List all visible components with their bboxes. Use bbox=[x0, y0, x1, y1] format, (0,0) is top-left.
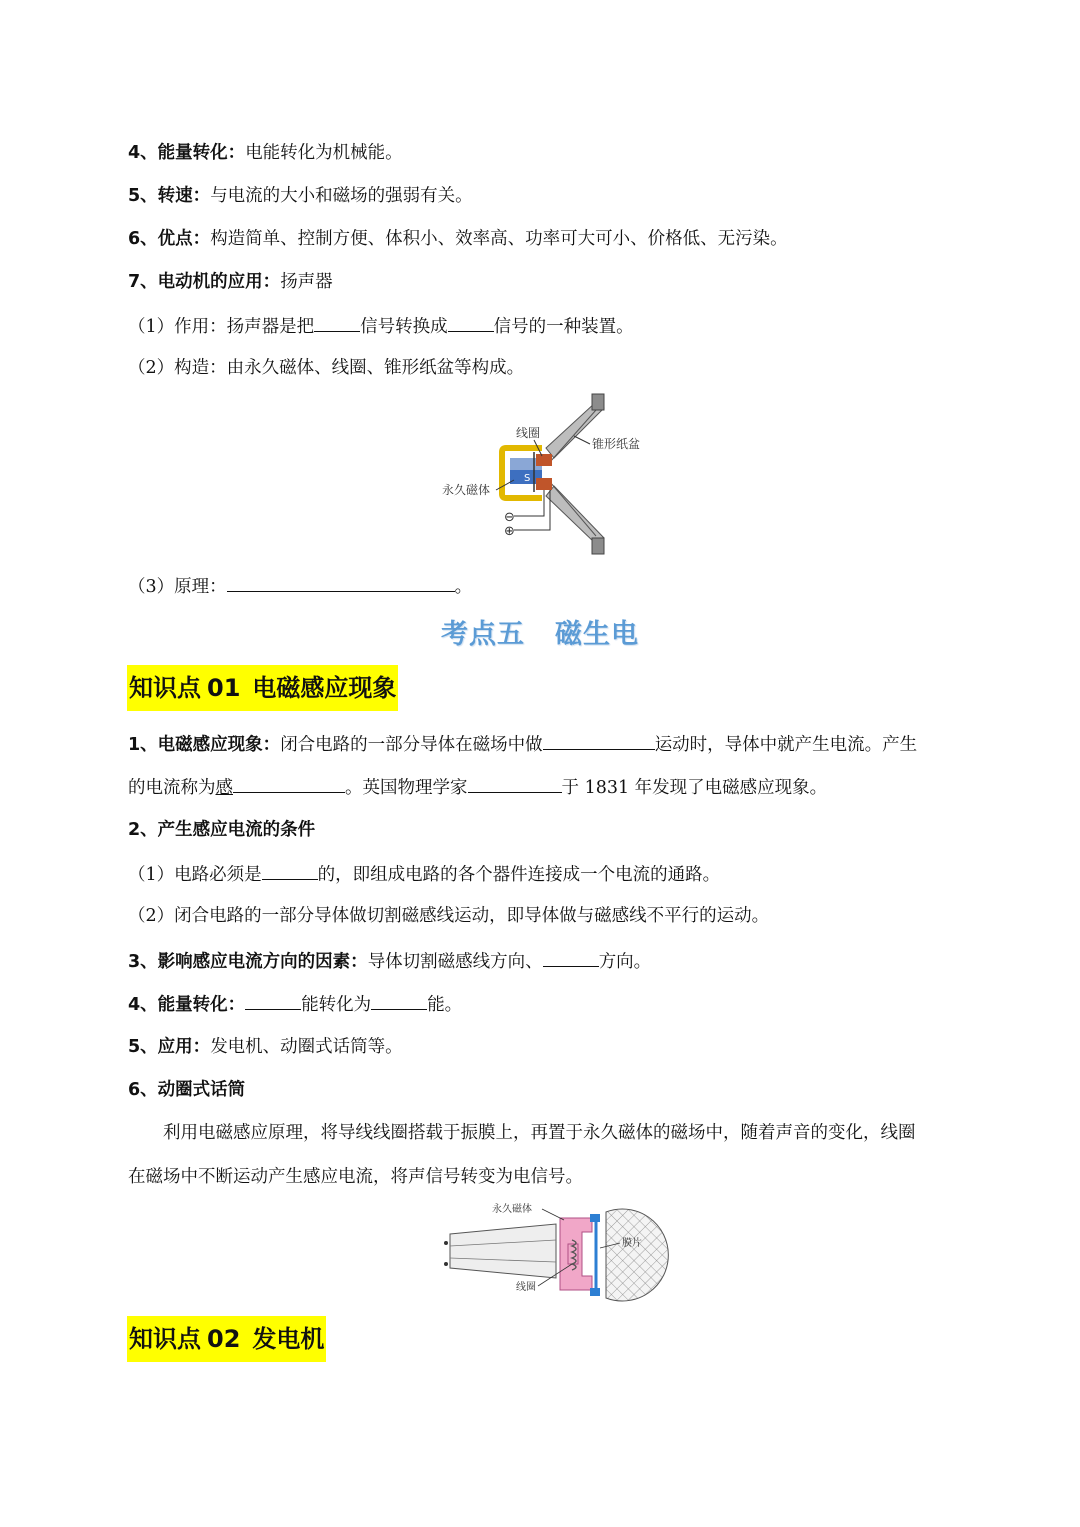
mic-membrane-label: 膜片 bbox=[622, 1238, 642, 1249]
induction-item-4 bbox=[128, 991, 462, 1017]
text-segment: 在磁场中不断运动产生感应电流，将声信号转变为电信号。 bbox=[128, 1167, 583, 1187]
text-segment: （1）作用：扬声器是把 bbox=[128, 317, 315, 337]
text-segment: 的电流称为 bbox=[128, 778, 216, 798]
text-segment: 于 1831 年发现了电磁感应现象。 bbox=[561, 778, 828, 798]
diaphragm-mount bbox=[590, 1288, 600, 1296]
text-segment: 。 bbox=[454, 577, 473, 597]
cone-rim-top bbox=[592, 394, 604, 410]
item-label: 4、能量转化： bbox=[128, 995, 246, 1015]
fill-blank bbox=[227, 573, 455, 592]
microphone-diagram bbox=[436, 1198, 676, 1303]
text-segment: 导体切割磁感线方向、 bbox=[367, 952, 543, 972]
fill-blank bbox=[468, 774, 562, 793]
coil-label: 线圈 bbox=[516, 426, 541, 440]
coil bbox=[536, 478, 552, 490]
induction-item-2-sub-1 bbox=[128, 861, 720, 887]
kp-number: 01 bbox=[207, 674, 241, 702]
induction-item-2-sub-2 bbox=[128, 904, 769, 928]
fill-blank bbox=[245, 991, 301, 1010]
leader-line bbox=[574, 436, 590, 444]
fill-blank bbox=[262, 861, 318, 880]
item-label: 1、电磁感应现象： bbox=[128, 735, 281, 755]
kp-title: 电磁感应现象 bbox=[252, 674, 397, 702]
mic-mesh-head bbox=[606, 1209, 668, 1301]
fill-blank bbox=[314, 313, 360, 332]
mic-paragraph-line-2 bbox=[128, 1165, 583, 1189]
item-label: 4、能量转化： bbox=[128, 143, 246, 163]
text-segment: 感 bbox=[215, 778, 233, 798]
induction-item-6 bbox=[128, 1078, 245, 1102]
text-segment: （3）原理： bbox=[128, 577, 227, 597]
motor-item-5 bbox=[128, 184, 473, 208]
wire-terminal bbox=[444, 1241, 448, 1245]
heading-part: 磁生电 bbox=[555, 619, 639, 650]
item-label: 2、产生感应电流的条件 bbox=[128, 820, 316, 840]
fill-blank bbox=[543, 948, 599, 967]
text-segment: 闭合电路的一部分导体在磁场中做 bbox=[280, 735, 543, 755]
kp-prefix: 知识点 bbox=[129, 1325, 201, 1353]
loudspeaker-diagram bbox=[438, 392, 678, 562]
text-segment: 。英国物理学家 bbox=[345, 778, 468, 798]
item-text: 与电流的大小和磁场的强弱有关。 bbox=[210, 186, 473, 206]
text-segment: 运动时，导体中就产生电流。产生 bbox=[654, 735, 918, 755]
item-label: 7、电动机的应用： bbox=[128, 272, 281, 292]
wire-terminal bbox=[444, 1262, 448, 1266]
item-label: 5、应用： bbox=[128, 1037, 211, 1057]
motor-item-4 bbox=[128, 141, 403, 165]
pole-s-label: S bbox=[524, 473, 531, 484]
text-segment: 能。 bbox=[427, 995, 463, 1015]
induction-item-1-cont bbox=[128, 774, 827, 800]
diaphragm-mount bbox=[590, 1214, 600, 1222]
wire bbox=[514, 490, 544, 516]
fill-blank bbox=[543, 731, 655, 750]
magnet-label: 永久磁体 bbox=[442, 483, 491, 497]
text-segment: 方向。 bbox=[598, 952, 652, 972]
cone-rim-bottom bbox=[592, 538, 604, 554]
induction-item-3 bbox=[128, 948, 651, 974]
motor-sub-2 bbox=[128, 356, 524, 380]
text-segment: 利用电磁感应原理，将导线线圈搭载于振膜上，再置于永久磁体的磁场中，随着声音的变化，线圈 bbox=[163, 1123, 916, 1143]
text-segment: 的，即组成电路的各个器件连接成一个电流的通路。 bbox=[317, 865, 721, 885]
induction-item-1 bbox=[128, 731, 917, 757]
text-segment: 信号转换成 bbox=[360, 317, 448, 337]
section-heading bbox=[0, 612, 1080, 651]
item-text: 扬声器 bbox=[280, 272, 333, 292]
motor-item-7 bbox=[128, 270, 333, 294]
heading-part: 考点五 bbox=[441, 619, 525, 650]
cone-label: 锥形纸盆 bbox=[592, 437, 641, 451]
item-text: 构造简单、控制方便、体积小、效率高、功率可大可小、价格低、无污染。 bbox=[210, 229, 788, 249]
text-segment: （2）构造：由永久磁体、线圈、锥形纸盆等构成。 bbox=[128, 358, 525, 378]
knowledge-point-02-title bbox=[127, 1316, 326, 1362]
motor-sub-1 bbox=[128, 313, 634, 339]
text-segment: 能转化为 bbox=[301, 995, 372, 1015]
kp-prefix: 知识点 bbox=[129, 674, 201, 702]
plus-terminal: ⊕ bbox=[504, 524, 515, 539]
kp-title: 发电机 bbox=[252, 1325, 325, 1353]
leader-line bbox=[542, 1209, 564, 1220]
motor-sub-3 bbox=[128, 573, 472, 599]
cone-edge bbox=[550, 482, 596, 536]
minus-terminal: ⊖ bbox=[504, 510, 515, 525]
mic-magnet-label: 永久磁体 bbox=[492, 1204, 532, 1215]
item-label: 6、优点： bbox=[128, 229, 211, 249]
item-label: 3、影响感应电流方向的因素： bbox=[128, 952, 368, 972]
text-segment: （1）电路必须是 bbox=[128, 865, 262, 885]
knowledge-point-01-title bbox=[127, 665, 398, 711]
mic-coil-label: 线圈 bbox=[516, 1282, 536, 1293]
fill-blank bbox=[371, 991, 427, 1010]
induction-item-5 bbox=[128, 1035, 403, 1059]
mic-paragraph-line-1 bbox=[163, 1121, 916, 1145]
motor-item-6 bbox=[128, 227, 788, 251]
item-text: 发电机、动圈式话筒等。 bbox=[210, 1037, 403, 1057]
coil bbox=[536, 454, 552, 466]
text-segment: （2）闭合电路的一部分导体做切割磁感线运动，即导体做与磁感线不平行的运动。 bbox=[128, 906, 770, 926]
item-label: 6、动圈式话筒 bbox=[128, 1080, 246, 1100]
mic-handle bbox=[450, 1224, 556, 1278]
item-text: 电能转化为机械能。 bbox=[245, 143, 403, 163]
fill-blank bbox=[233, 774, 345, 793]
text-segment: 信号的一种装置。 bbox=[493, 317, 634, 337]
kp-number: 02 bbox=[207, 1325, 241, 1353]
item-label: 5、转速： bbox=[128, 186, 211, 206]
induction-item-2 bbox=[128, 818, 315, 842]
cone-edge bbox=[550, 410, 596, 462]
fill-blank bbox=[448, 313, 494, 332]
